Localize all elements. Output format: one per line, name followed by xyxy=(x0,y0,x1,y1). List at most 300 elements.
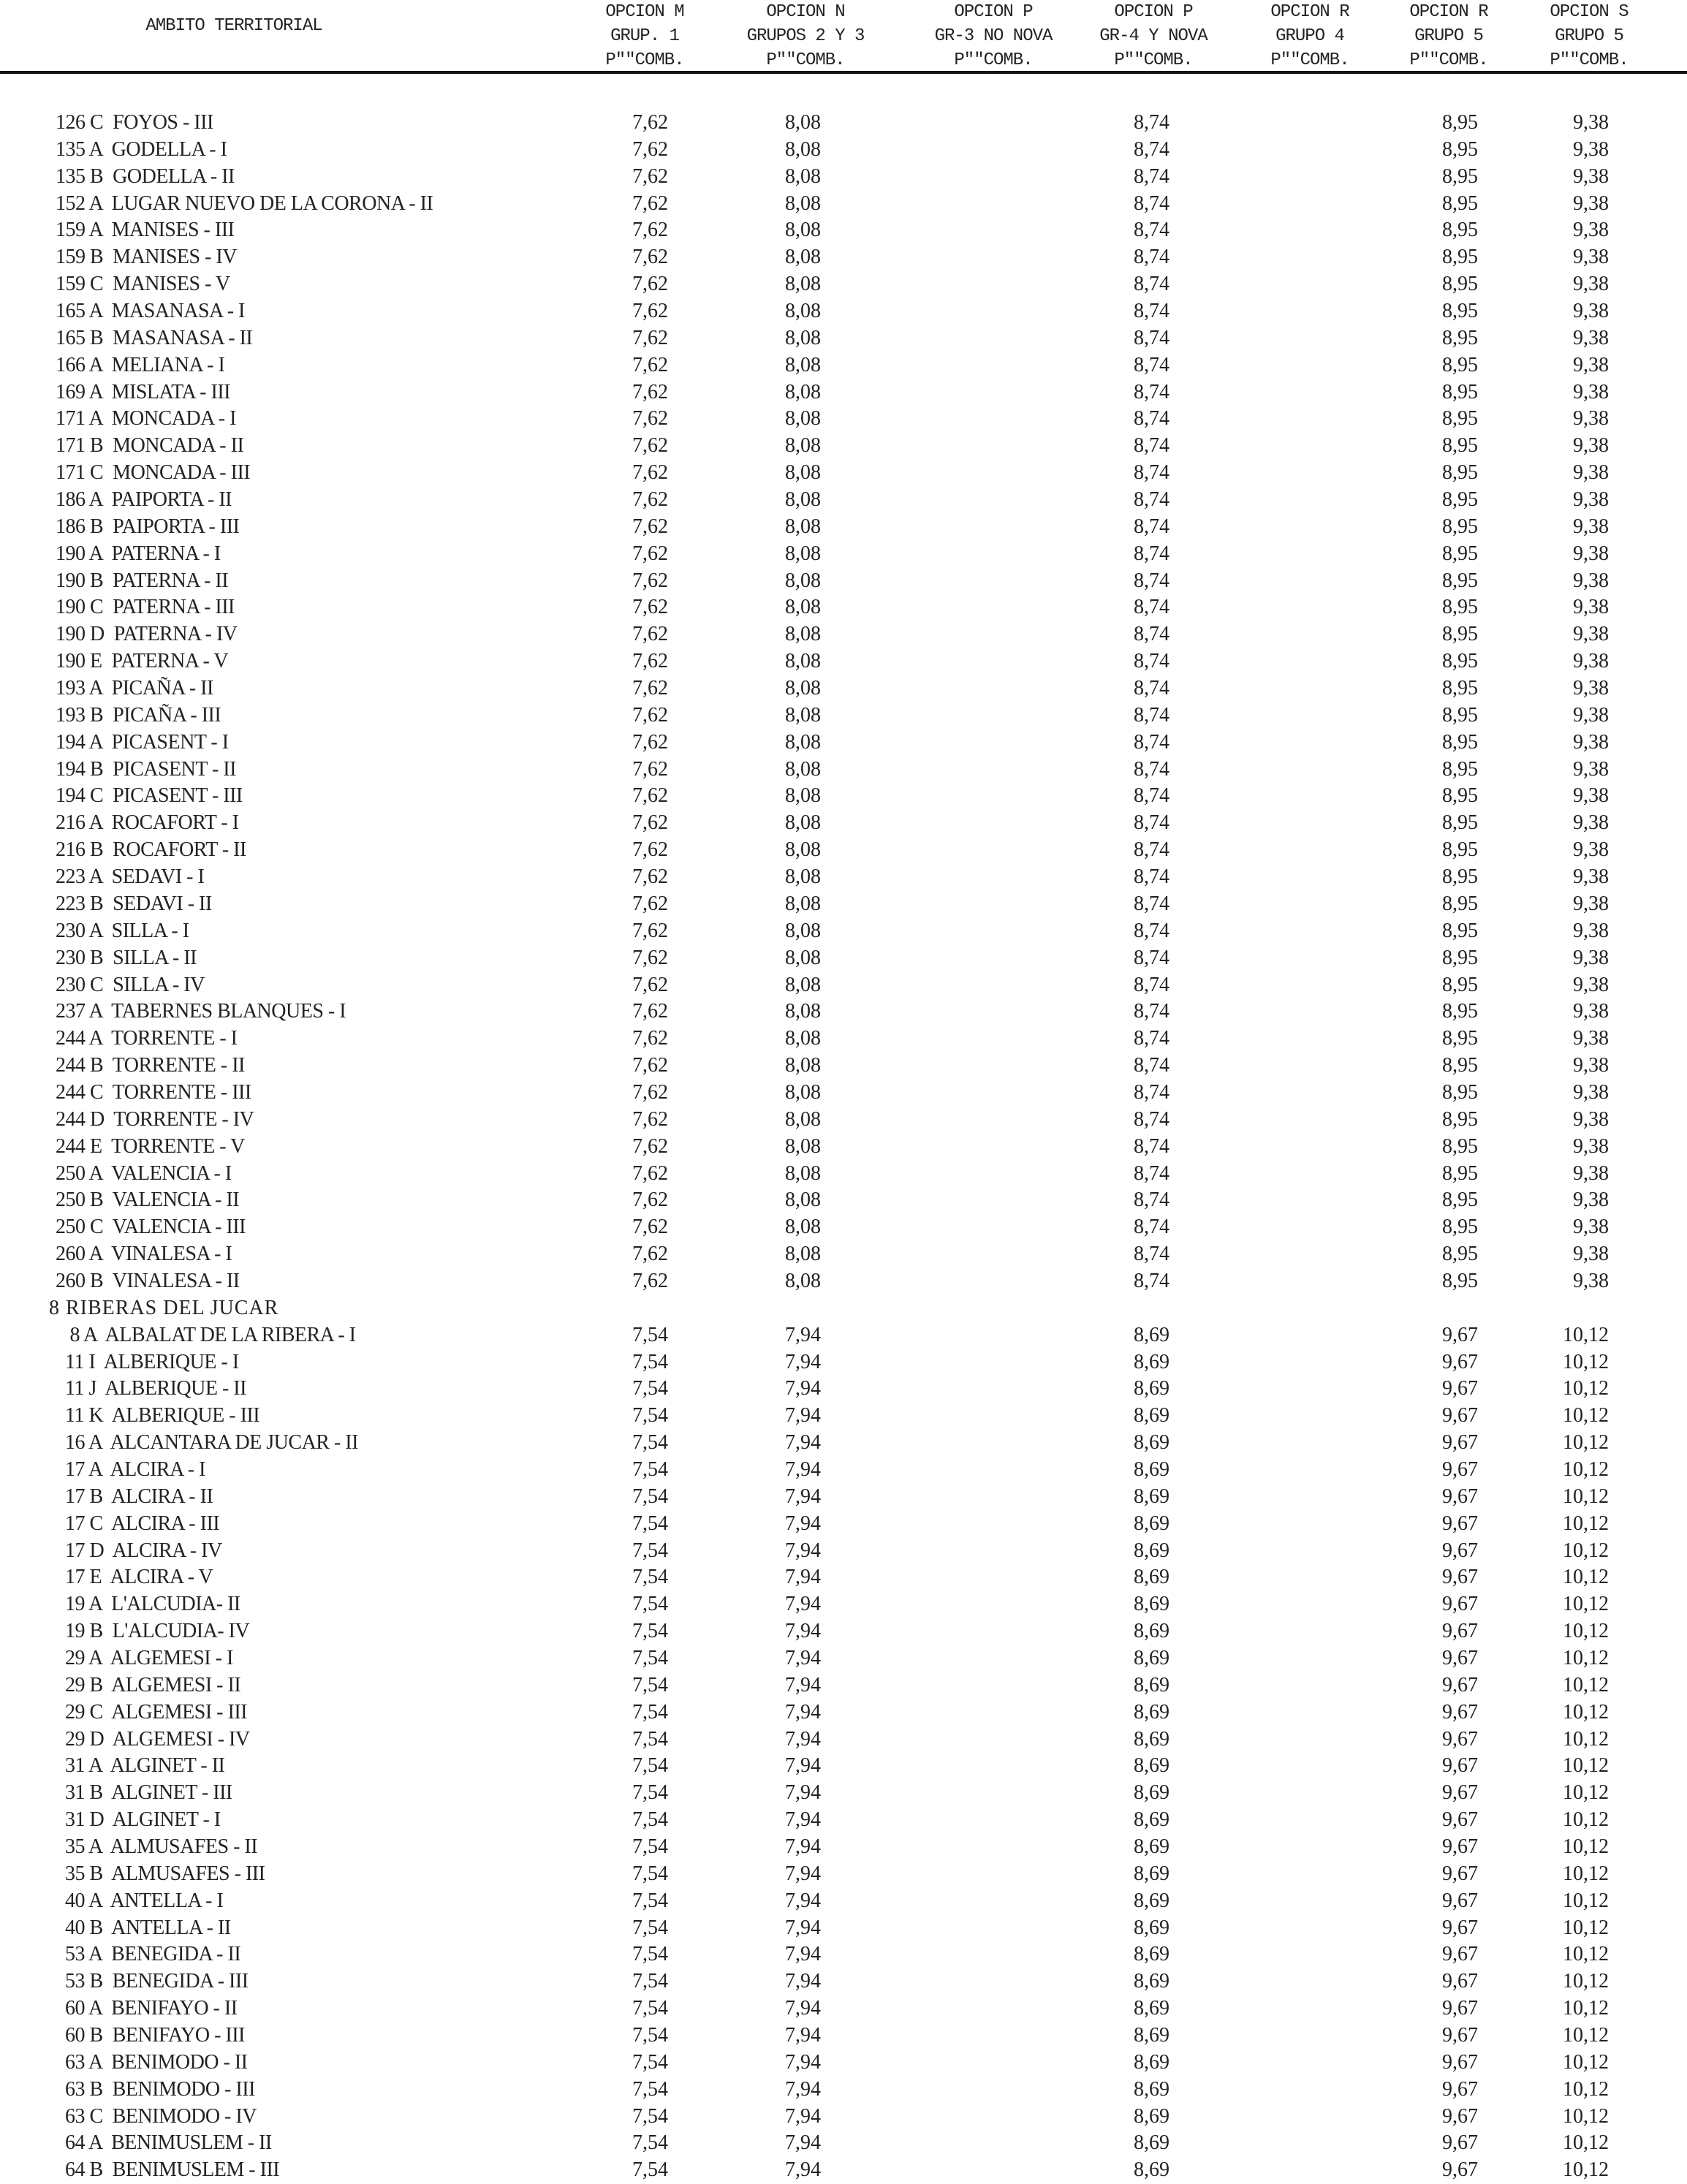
row-value: 7,62 xyxy=(632,137,668,161)
row-value: 10,12 xyxy=(1563,2077,1609,2101)
row-value: 7,62 xyxy=(632,300,668,323)
row-value: 8,95 xyxy=(1442,164,1478,188)
row-value: 8,74 xyxy=(1134,757,1169,781)
row-label: 244 B TORRENTE - II xyxy=(56,1054,245,1077)
row-label: 193 B PICAÑA - III xyxy=(56,703,221,727)
table-row xyxy=(0,675,1687,702)
row-value: 8,74 xyxy=(1134,1107,1169,1131)
row-value: 8,08 xyxy=(785,380,821,403)
row-value: 8,69 xyxy=(1134,1323,1169,1346)
row-value: 8,74 xyxy=(1134,703,1169,727)
row-value: 10,12 xyxy=(1563,1700,1609,1724)
row-value: 7,62 xyxy=(632,164,668,188)
row-value: 9,38 xyxy=(1573,569,1609,592)
table-row xyxy=(0,1861,1687,1888)
row-label: 244 D TORRENTE - IV xyxy=(56,1107,254,1131)
row-value: 7,54 xyxy=(632,1835,668,1858)
row-value: 9,38 xyxy=(1573,273,1609,296)
header-column-line: P""COMB. xyxy=(1114,50,1193,70)
table-row xyxy=(0,1699,1687,1726)
row-value: 7,94 xyxy=(785,1700,821,1724)
row-label: 40 B ANTELLA - II xyxy=(56,1916,231,1939)
row-value: 8,74 xyxy=(1134,407,1169,431)
row-value: 10,12 xyxy=(1563,1889,1609,1912)
row-value: 8,74 xyxy=(1134,1216,1169,1239)
row-label: 17 A ALCIRA - I xyxy=(56,1457,205,1481)
table-row xyxy=(0,460,1687,487)
row-label: 35 A ALMUSAFES - II xyxy=(56,1835,258,1858)
row-value: 10,12 xyxy=(1563,1539,1609,1562)
row-value: 7,62 xyxy=(632,865,668,889)
table-row xyxy=(0,217,1687,244)
row-value: 7,62 xyxy=(632,515,668,538)
row-value: 9,38 xyxy=(1573,973,1609,996)
row-value: 8,95 xyxy=(1442,596,1478,619)
row-value: 7,54 xyxy=(632,1620,668,1643)
row-value: 7,54 xyxy=(632,1997,668,2020)
row-value: 8,74 xyxy=(1134,1188,1169,1212)
table-header xyxy=(0,0,1687,73)
row-value: 7,62 xyxy=(632,246,668,269)
row-value: 7,62 xyxy=(632,1216,668,1239)
table-row xyxy=(0,110,1687,137)
row-value: 8,08 xyxy=(785,488,821,512)
row-value: 8,08 xyxy=(785,300,821,323)
table-row xyxy=(0,271,1687,298)
row-value: 9,67 xyxy=(1442,2050,1478,2074)
row-value: 7,54 xyxy=(632,1727,668,1751)
table-row xyxy=(0,1268,1687,1295)
row-value: 8,74 xyxy=(1134,623,1169,646)
row-value: 7,94 xyxy=(785,1943,821,1966)
row-label: 63 A BENIMODO - II xyxy=(56,2050,248,2074)
table-row xyxy=(0,2157,1687,2184)
row-value: 8,08 xyxy=(785,973,821,996)
row-value: 7,94 xyxy=(785,1431,821,1455)
row-value: 7,62 xyxy=(632,353,668,376)
row-value: 10,12 xyxy=(1563,1862,1609,1885)
row-value: 8,74 xyxy=(1134,865,1169,889)
row-value: 10,12 xyxy=(1563,1943,1609,1966)
row-value: 7,94 xyxy=(785,1727,821,1751)
row-value: 7,62 xyxy=(632,784,668,808)
row-value: 9,38 xyxy=(1573,380,1609,403)
row-value: 8,69 xyxy=(1134,1700,1169,1724)
row-value: 8,74 xyxy=(1134,650,1169,673)
row-value: 8,74 xyxy=(1134,811,1169,835)
row-value: 9,67 xyxy=(1442,1539,1478,1562)
row-label: 17 B ALCIRA - II xyxy=(56,1485,213,1508)
row-value: 8,69 xyxy=(1134,1916,1169,1939)
row-value: 8,95 xyxy=(1442,811,1478,835)
row-value: 8,08 xyxy=(785,192,821,215)
row-value: 7,62 xyxy=(632,461,668,485)
row-value: 9,67 xyxy=(1442,1916,1478,1939)
table-row xyxy=(0,352,1687,379)
row-value: 9,38 xyxy=(1573,811,1609,835)
row-label: 159 A MANISES - III xyxy=(56,219,235,242)
table-row xyxy=(0,1187,1687,1214)
row-value: 7,54 xyxy=(632,1916,668,1939)
row-value: 8,95 xyxy=(1442,946,1478,969)
row-value: 9,38 xyxy=(1573,623,1609,646)
row-label: 260 A VINALESA - I xyxy=(56,1243,232,1266)
row-value: 9,38 xyxy=(1573,1000,1609,1023)
row-label: 260 B VINALESA - II xyxy=(56,1269,240,1292)
table-row xyxy=(0,1564,1687,1591)
row-value: 9,38 xyxy=(1573,730,1609,754)
header-column-line: P""COMB. xyxy=(1409,50,1488,70)
row-value: 8,95 xyxy=(1442,650,1478,673)
row-value: 8,95 xyxy=(1442,326,1478,349)
row-value: 8,08 xyxy=(785,623,821,646)
table-row xyxy=(0,783,1687,810)
row-value: 9,67 xyxy=(1442,1700,1478,1724)
row-value: 9,67 xyxy=(1442,1566,1478,1589)
table-row xyxy=(0,406,1687,433)
row-value: 7,62 xyxy=(632,326,668,349)
row-value: 7,54 xyxy=(632,2131,668,2155)
row-value: 8,74 xyxy=(1134,1027,1169,1050)
table-row xyxy=(0,298,1687,325)
row-value: 7,94 xyxy=(785,1673,821,1696)
table-row xyxy=(0,1349,1687,1376)
header-column-line: OPCION R xyxy=(1409,2,1488,22)
row-value: 9,67 xyxy=(1442,1862,1478,1885)
table-row xyxy=(0,1672,1687,1699)
row-value: 9,67 xyxy=(1442,1754,1478,1778)
row-value: 9,38 xyxy=(1573,192,1609,215)
row-label: 135 B GODELLA - II xyxy=(56,164,235,188)
row-value: 10,12 xyxy=(1563,1620,1609,1643)
row-value: 9,67 xyxy=(1442,1673,1478,1696)
row-value: 8,69 xyxy=(1134,1808,1169,1832)
header-column xyxy=(572,0,718,72)
row-value: 8,74 xyxy=(1134,488,1169,512)
table-row xyxy=(0,541,1687,568)
row-value: 8,95 xyxy=(1442,784,1478,808)
row-value: 8,08 xyxy=(785,865,821,889)
row-value: 8,74 xyxy=(1134,1054,1169,1077)
row-label: 194 B PICASENT - II xyxy=(56,757,236,781)
row-value: 7,62 xyxy=(632,650,668,673)
row-value: 7,54 xyxy=(632,1431,668,1455)
row-value: 8,95 xyxy=(1442,515,1478,538)
row-value: 8,74 xyxy=(1134,300,1169,323)
table-row xyxy=(0,1376,1687,1403)
row-value: 7,54 xyxy=(632,1943,668,1966)
row-value: 8,95 xyxy=(1442,838,1478,862)
table-row xyxy=(0,998,1687,1025)
row-value: 7,54 xyxy=(632,1350,668,1373)
row-value: 9,38 xyxy=(1573,1161,1609,1185)
row-value: 10,12 xyxy=(1563,2050,1609,2074)
row-value: 7,54 xyxy=(632,1889,668,1912)
row-value: 8,95 xyxy=(1442,1269,1478,1292)
row-value: 8,95 xyxy=(1442,757,1478,781)
table-row xyxy=(0,1403,1687,1430)
row-value: 9,38 xyxy=(1573,919,1609,942)
row-value: 9,38 xyxy=(1573,542,1609,565)
row-value: 9,67 xyxy=(1442,2024,1478,2047)
row-value: 7,54 xyxy=(632,1377,668,1400)
row-value: 9,67 xyxy=(1442,1323,1478,1346)
table-row xyxy=(0,1457,1687,1484)
row-value: 8,74 xyxy=(1134,326,1169,349)
row-value: 8,08 xyxy=(785,353,821,376)
row-value: 9,38 xyxy=(1573,1080,1609,1104)
table-row xyxy=(0,1161,1687,1188)
row-value: 8,74 xyxy=(1134,246,1169,269)
row-value: 7,62 xyxy=(632,488,668,512)
table-row xyxy=(0,972,1687,999)
row-value: 8,74 xyxy=(1134,784,1169,808)
table-row xyxy=(0,1430,1687,1457)
row-value: 8,69 xyxy=(1134,1620,1169,1643)
row-value: 8,08 xyxy=(785,1269,821,1292)
row-value: 7,54 xyxy=(632,2024,668,2047)
row-value: 9,38 xyxy=(1573,488,1609,512)
row-value: 8,95 xyxy=(1442,1000,1478,1023)
row-value: 7,62 xyxy=(632,1243,668,1266)
row-value: 7,94 xyxy=(785,1997,821,2020)
row-value: 7,94 xyxy=(785,1646,821,1669)
table-row xyxy=(0,325,1687,352)
header-column-line: GR-3 NO NOVA xyxy=(934,26,1053,46)
header-column-line: GRUPO 5 xyxy=(1555,26,1623,46)
row-value: 8,74 xyxy=(1134,919,1169,942)
row-value: 9,67 xyxy=(1442,1997,1478,2020)
row-value: 7,54 xyxy=(632,1485,668,1508)
row-value: 9,38 xyxy=(1573,650,1609,673)
row-value: 7,54 xyxy=(632,1512,668,1535)
row-value: 10,12 xyxy=(1563,1404,1609,1427)
row-label: 223 A SEDAVI - I xyxy=(56,865,205,889)
row-value: 7,62 xyxy=(632,542,668,565)
row-value: 7,62 xyxy=(632,1269,668,1292)
row-value: 10,12 xyxy=(1563,1377,1609,1400)
row-value: 8,95 xyxy=(1442,192,1478,215)
table-row xyxy=(0,594,1687,621)
row-value: 7,94 xyxy=(785,1916,821,1939)
table-row xyxy=(0,1025,1687,1053)
row-value: 7,62 xyxy=(632,1134,668,1158)
row-value: 8,69 xyxy=(1134,1835,1169,1858)
row-label: 194 C PICASENT - III xyxy=(56,784,243,808)
row-value: 10,12 xyxy=(1563,1566,1609,1589)
row-value: 8,74 xyxy=(1134,111,1169,134)
row-label: 190 B PATERNA - II xyxy=(56,569,229,592)
row-label: 16 A ALCANTARA DE JUCAR - II xyxy=(56,1431,358,1455)
header-column-line: OPCION P xyxy=(1114,2,1193,22)
row-value: 7,62 xyxy=(632,973,668,996)
row-label: 237 A TABERNES BLANQUES - I xyxy=(56,1000,346,1023)
row-label: 8 A ALBALAT DE LA RIBERA - I xyxy=(56,1323,356,1346)
row-value: 8,95 xyxy=(1442,892,1478,915)
row-value: 8,08 xyxy=(785,596,821,619)
row-label: 60 B BENIFAYO - III xyxy=(56,2024,245,2047)
row-value: 9,38 xyxy=(1573,1188,1609,1212)
row-value: 9,38 xyxy=(1573,677,1609,700)
row-value: 7,94 xyxy=(785,1808,821,1832)
row-value: 9,67 xyxy=(1442,1835,1478,1858)
table-row xyxy=(0,2130,1687,2157)
table-row xyxy=(0,1753,1687,1780)
table-row xyxy=(0,1322,1687,1349)
row-value: 10,12 xyxy=(1563,1970,1609,1993)
row-value: 10,12 xyxy=(1563,1457,1609,1481)
row-value: 7,54 xyxy=(632,1566,668,1589)
row-value: 10,12 xyxy=(1563,2158,1609,2182)
table-row xyxy=(0,729,1687,757)
row-value: 7,62 xyxy=(632,219,668,242)
row-label: 53 B BENEGIDA - III xyxy=(56,1970,249,1993)
row-value: 9,67 xyxy=(1442,1781,1478,1805)
row-value: 7,94 xyxy=(785,2131,821,2155)
row-value: 8,08 xyxy=(785,515,821,538)
header-column-line: GRUPOS 2 Y 3 xyxy=(746,26,865,46)
row-value: 9,67 xyxy=(1442,1404,1478,1427)
row-value: 8,69 xyxy=(1134,1566,1169,1589)
row-value: 8,95 xyxy=(1442,407,1478,431)
row-label: 126 C FOYOS - III xyxy=(56,111,213,134)
table-row xyxy=(0,137,1687,164)
row-value: 8,74 xyxy=(1134,1000,1169,1023)
row-value: 8,69 xyxy=(1134,1970,1169,1993)
row-value: 9,67 xyxy=(1442,1970,1478,1993)
row-value: 9,67 xyxy=(1442,2131,1478,2155)
row-value: 8,69 xyxy=(1134,2131,1169,2155)
row-value: 8,08 xyxy=(785,1188,821,1212)
row-value: 9,67 xyxy=(1442,1512,1478,1535)
table-body xyxy=(0,110,1687,2184)
row-label: 250 C VALENCIA - III xyxy=(56,1216,246,1239)
row-value: 7,54 xyxy=(632,1539,668,1562)
header-column-line: OPCION P xyxy=(954,2,1033,22)
row-value: 9,67 xyxy=(1442,1431,1478,1455)
table-row xyxy=(0,1807,1687,1834)
row-value: 7,62 xyxy=(632,569,668,592)
row-value: 9,38 xyxy=(1573,137,1609,161)
row-value: 8,08 xyxy=(785,730,821,754)
row-value: 9,67 xyxy=(1442,2104,1478,2128)
table-row xyxy=(0,702,1687,729)
row-value: 9,38 xyxy=(1573,1027,1609,1050)
row-value: 9,38 xyxy=(1573,407,1609,431)
row-label: 17 E ALCIRA - V xyxy=(56,1566,213,1589)
header-column xyxy=(1237,0,1383,72)
row-label: 8 RIBERAS DEL JUCAR xyxy=(49,1296,279,1319)
row-label: 190 D PATERNA - IV xyxy=(56,623,238,646)
row-value: 8,95 xyxy=(1442,1027,1478,1050)
row-value: 7,94 xyxy=(785,2158,821,2182)
row-value: 7,62 xyxy=(632,757,668,781)
row-label: 171 A MONCADA - I xyxy=(56,407,236,431)
header-column-line: OPCION S xyxy=(1550,2,1629,22)
row-value: 7,62 xyxy=(632,1188,668,1212)
table-row xyxy=(0,1214,1687,1241)
row-label: 244 A TORRENTE - I xyxy=(56,1027,238,1050)
row-value: 8,74 xyxy=(1134,677,1169,700)
row-value: 7,62 xyxy=(632,677,668,700)
row-label: 230 B SILLA - II xyxy=(56,946,197,969)
row-value: 8,08 xyxy=(785,1027,821,1050)
table-row xyxy=(0,244,1687,271)
row-value: 8,74 xyxy=(1134,1134,1169,1158)
row-value: 7,94 xyxy=(785,1889,821,1912)
row-value: 10,12 xyxy=(1563,1512,1609,1535)
row-value: 8,08 xyxy=(785,461,821,485)
row-value: 8,95 xyxy=(1442,1243,1478,1266)
row-value: 7,54 xyxy=(632,1646,668,1669)
row-value: 7,62 xyxy=(632,434,668,458)
row-value: 7,94 xyxy=(785,1754,821,1778)
row-value: 9,38 xyxy=(1573,1134,1609,1158)
row-value: 8,74 xyxy=(1134,892,1169,915)
row-value: 8,74 xyxy=(1134,946,1169,969)
row-label: 63 C BENIMODO - IV xyxy=(56,2104,257,2128)
row-label: 17 C ALCIRA - III xyxy=(56,1512,220,1535)
section-row xyxy=(0,1295,1687,1322)
row-value: 9,67 xyxy=(1442,1727,1478,1751)
row-value: 10,12 xyxy=(1563,1431,1609,1455)
row-value: 7,62 xyxy=(632,1161,668,1185)
row-value: 9,67 xyxy=(1442,1646,1478,1669)
header-column-line: GRUPO 4 xyxy=(1275,26,1344,46)
table-row xyxy=(0,2104,1687,2131)
table-row xyxy=(0,891,1687,918)
row-value: 8,08 xyxy=(785,111,821,134)
row-value: 9,67 xyxy=(1442,2158,1478,2182)
table-row xyxy=(0,1780,1687,1807)
row-label: 216 A ROCAFORT - I xyxy=(56,811,239,835)
row-value: 9,38 xyxy=(1573,865,1609,889)
row-label: 244 E TORRENTE - V xyxy=(56,1134,245,1158)
row-value: 9,38 xyxy=(1573,784,1609,808)
row-label: 60 A BENIFAYO - II xyxy=(56,1997,238,2020)
table-row xyxy=(0,1834,1687,1861)
row-value: 8,69 xyxy=(1134,1727,1169,1751)
row-label: 190 E PATERNA - V xyxy=(56,650,229,673)
row-value: 8,74 xyxy=(1134,353,1169,376)
header-column xyxy=(1080,0,1227,72)
row-value: 8,95 xyxy=(1442,300,1478,323)
row-value: 7,62 xyxy=(632,273,668,296)
row-value: 8,08 xyxy=(785,946,821,969)
row-value: 7,54 xyxy=(632,2050,668,2074)
row-label: 159 B MANISES - IV xyxy=(56,246,237,269)
row-value: 8,08 xyxy=(785,326,821,349)
row-value: 7,54 xyxy=(632,1593,668,1616)
table-row xyxy=(0,1511,1687,1538)
row-value: 7,62 xyxy=(632,1080,668,1104)
row-value: 8,74 xyxy=(1134,1243,1169,1266)
row-value: 8,74 xyxy=(1134,596,1169,619)
row-value: 7,94 xyxy=(785,1377,821,1400)
row-label: 171 C MONCADA - III xyxy=(56,461,251,485)
row-value: 10,12 xyxy=(1563,1727,1609,1751)
row-value: 8,08 xyxy=(785,137,821,161)
row-value: 9,67 xyxy=(1442,1808,1478,1832)
row-value: 8,69 xyxy=(1134,2104,1169,2128)
row-value: 7,94 xyxy=(785,1539,821,1562)
header-column-line: P""COMB. xyxy=(605,50,684,70)
row-value: 7,54 xyxy=(632,2158,668,2182)
row-value: 7,94 xyxy=(785,2104,821,2128)
row-value: 8,74 xyxy=(1134,1161,1169,1185)
row-label: 165 A MASANASA - I xyxy=(56,300,245,323)
row-value: 7,54 xyxy=(632,1404,668,1427)
